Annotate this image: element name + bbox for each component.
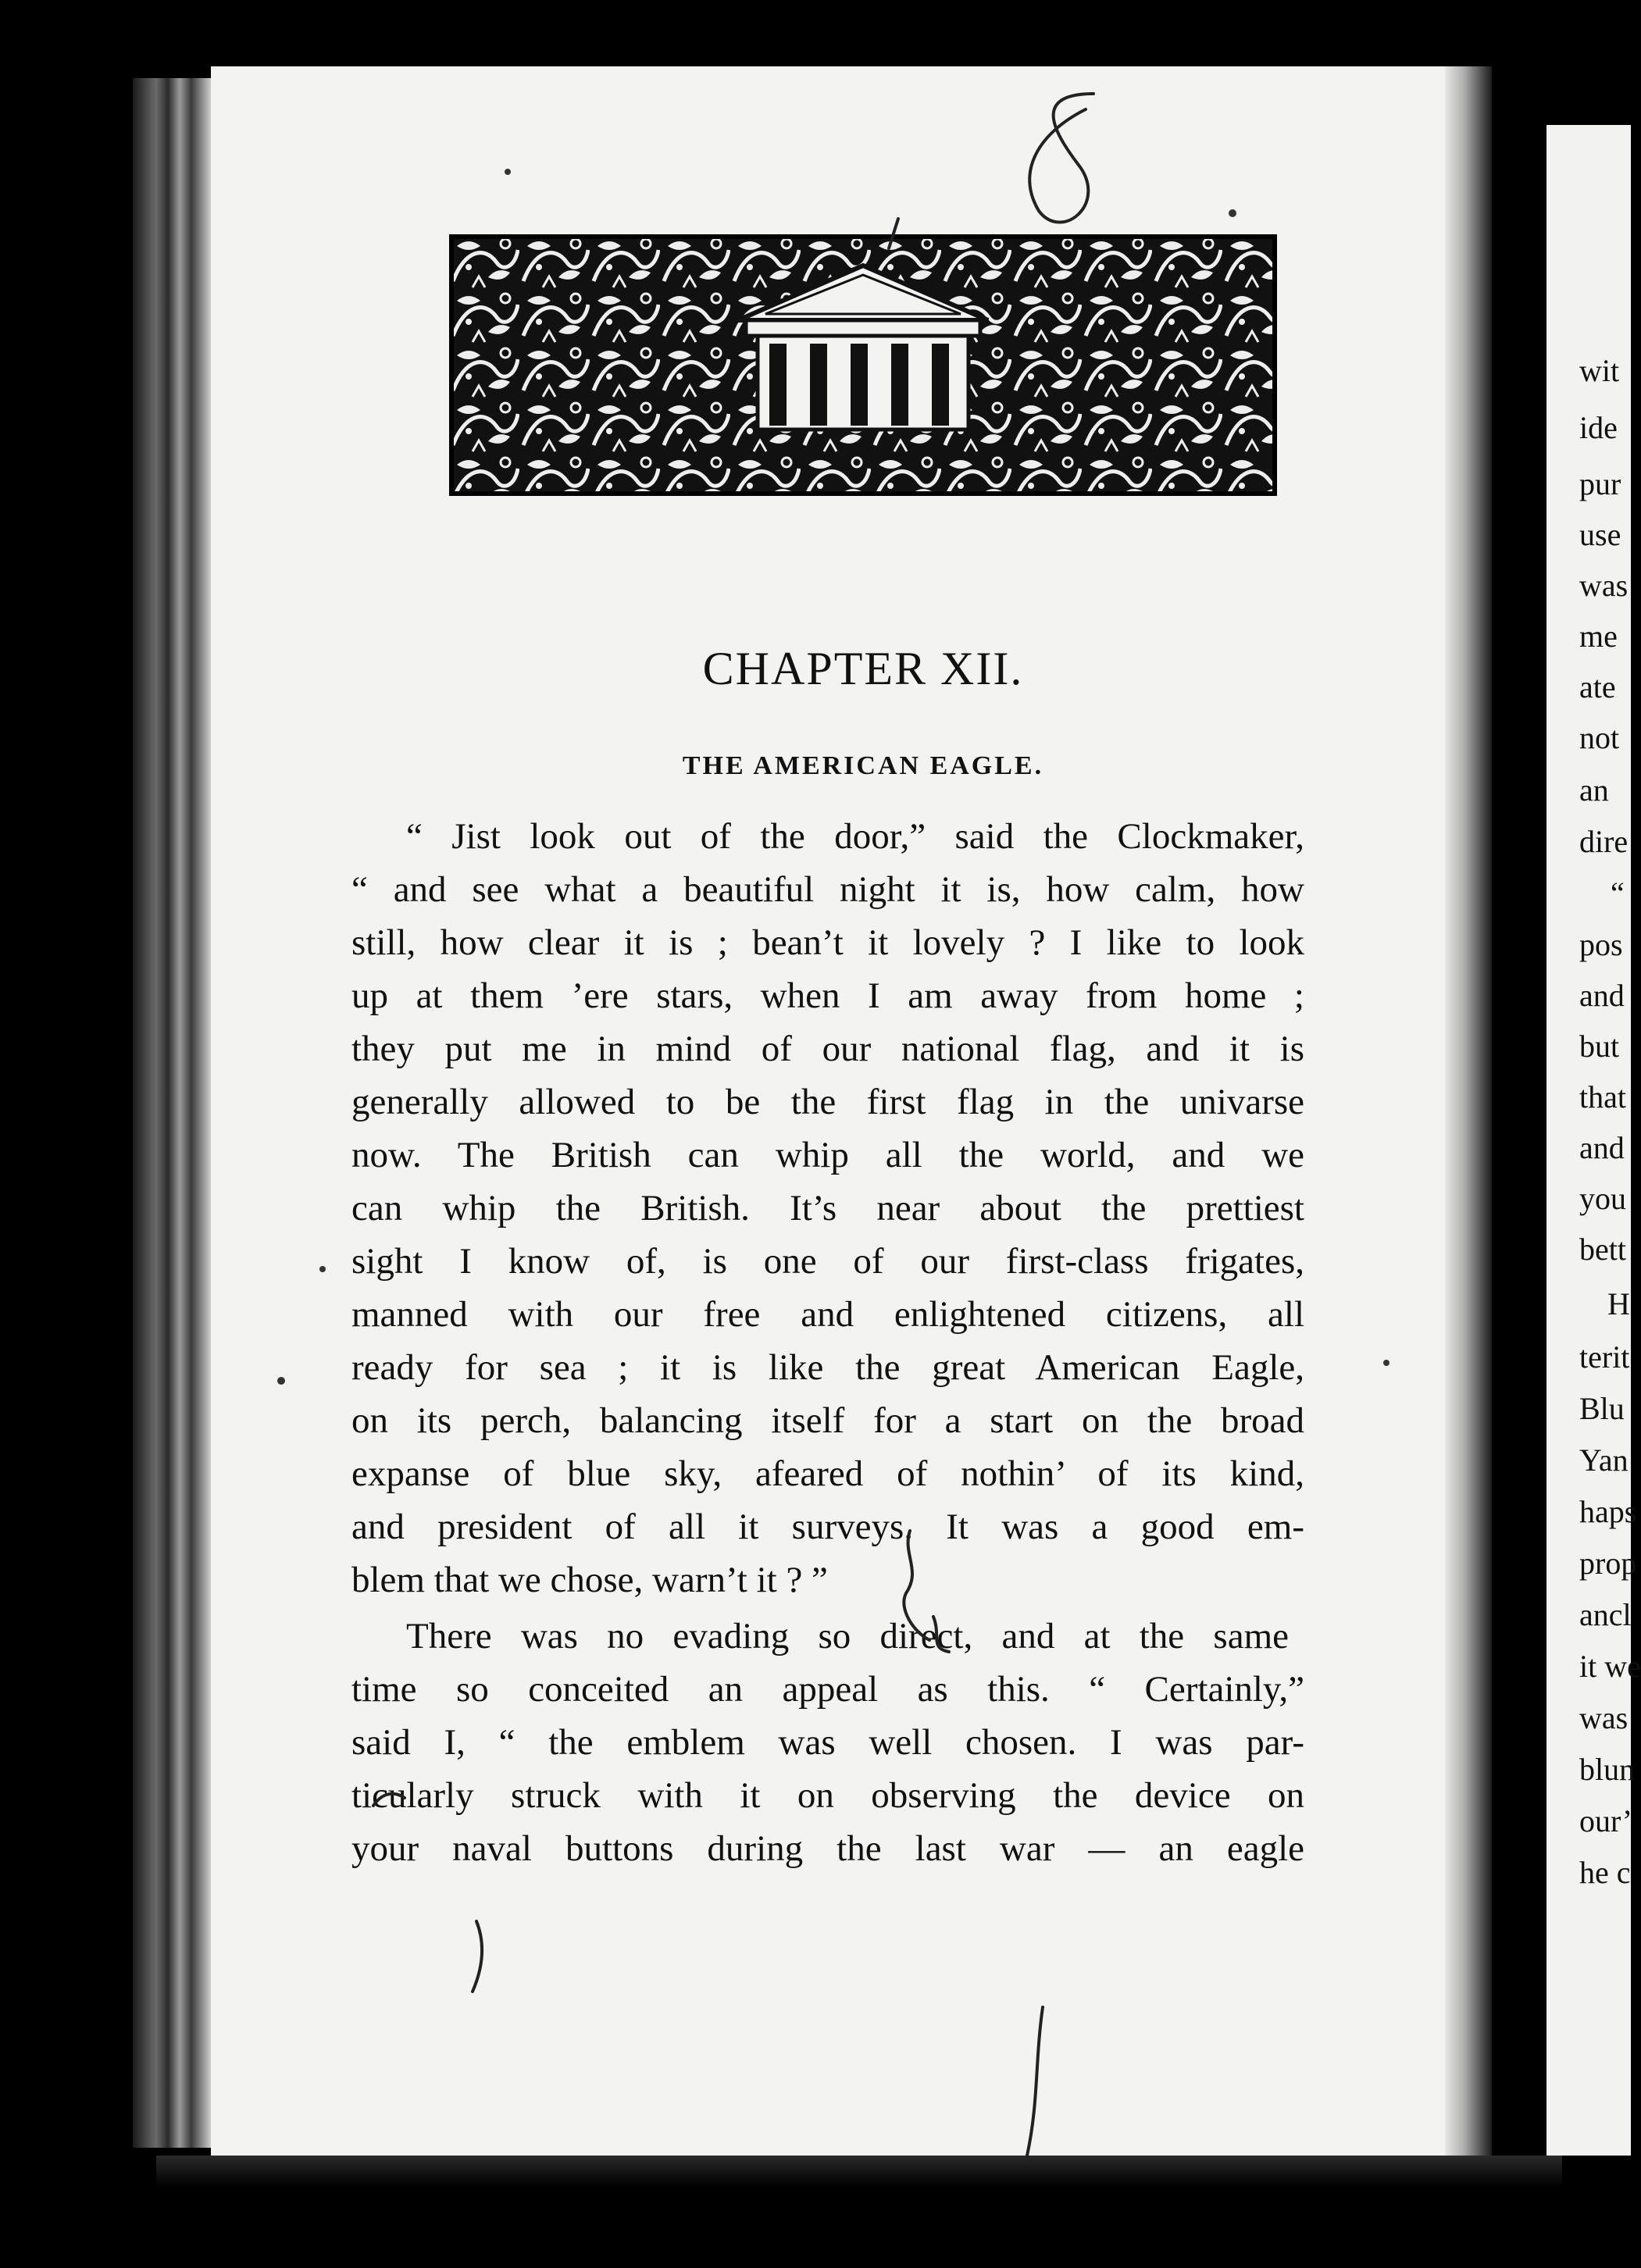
text-line: your naval buttons during the last war — an eagle [351,1828,1304,1869]
text-line: “ Jist look out of the door,” said the Clockmaker, [406,816,1304,857]
text-line: on its perch, balancing itself for a start on the broad [351,1400,1304,1441]
facing-text-fragment: terit [1579,1339,1630,1375]
text-line: ready for sea ; it is like the great American Eagle, [351,1347,1304,1388]
facing-text-fragment: but [1579,1029,1620,1064]
text-line: can whip the British. It’s near about the prettiest [351,1188,1304,1228]
text-line: and president of all it surveys. It was a good em- [351,1507,1304,1547]
facing-text-fragment: he c [1579,1855,1631,1890]
chapter-subtitle: THE AMERICAN EAGLE. [682,751,1044,780]
text-line: up at them ’ere stars, when I am away from home ; [351,975,1304,1016]
text-line: they put me in mind of our national flag, and it is [351,1029,1304,1069]
facing-text-fragment: pos [1579,927,1623,962]
facing-text-fragment: H [1607,1286,1630,1321]
facing-text-fragment: an [1579,772,1609,808]
facing-text-fragment: me [1579,619,1618,654]
text-line: now. The British can whip all the world, and we [351,1135,1304,1175]
facing-text-fragment: haps [1579,1494,1637,1529]
facing-text-fragment: ide [1579,410,1618,445]
text-line: expanse of blue sky, afeared of nothin’ of its kind, [351,1453,1304,1494]
text-line: manned with our free and enlightened citizens, all [351,1294,1304,1335]
facing-text-fragment: you [1579,1181,1626,1216]
facing-text-fragment: Blu [1579,1391,1625,1426]
facing-text-fragment: and [1579,978,1625,1013]
facing-text-fragment: prop [1579,1546,1637,1581]
text-line: There was no evading so direct, and at the same [406,1616,1289,1656]
facing-text-fragment: it we [1579,1649,1641,1684]
chapter-title: CHAPTER XII. [702,643,1024,694]
text-line: sight I know of, is one of our first-class frigates, [351,1241,1304,1282]
facing-text-fragment: was [1579,568,1629,603]
text-line: generally allowed to be the first flag in the univarse [351,1082,1304,1122]
facing-text-fragment: “ [1611,875,1625,911]
facing-text-fragment: was [1579,1700,1629,1735]
facing-text-fragment: that [1579,1079,1626,1114]
facing-text-fragment: wit [1579,353,1620,388]
facing-text-fragment: dire [1579,824,1629,859]
facing-text-fragment: pur [1579,466,1621,501]
facing-text-fragment: Yan [1579,1442,1629,1478]
facing-text-fragment: and [1579,1130,1625,1165]
text-line: ticularly struck with it on observing the device on [351,1775,1304,1816]
text-line: blem that we chose, warn’t it ? ” [351,1560,828,1600]
facing-text-fragment: not [1579,720,1620,755]
facing-text-fragment: bett [1579,1232,1626,1267]
text-line: still, how clear it is ; bean’t it lovely ? I like to look [351,922,1304,963]
text-line: said I, “ the emblem was well chosen. I was par- [351,1722,1304,1763]
facing-text-fragment: blun [1579,1752,1636,1787]
facing-text-fragment: ancl [1579,1597,1632,1632]
text-line: “ and see what a beautiful night it is, how calm, how [351,869,1304,910]
facing-text-fragment: ate [1579,669,1616,704]
text-line: time so conceited an appeal as this. “ Certainly,” [351,1669,1304,1710]
facing-text-fragment: use [1579,517,1621,552]
facing-text-fragment: our’ [1579,1803,1633,1838]
